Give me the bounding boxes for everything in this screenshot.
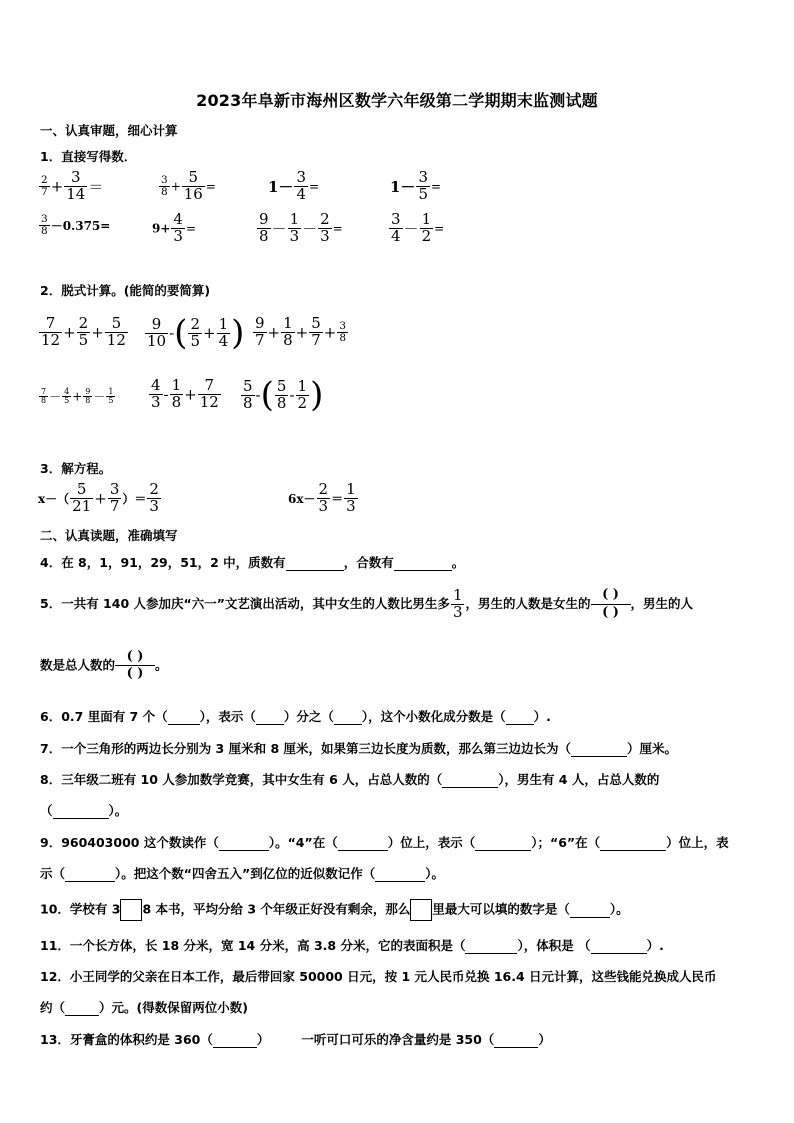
answer-blank[interactable] — [570, 902, 610, 918]
fraction: $\frac{3}{4}$ — [391, 210, 401, 245]
fraction: $\frac{9}{8}$ — [259, 210, 269, 245]
answer-blank[interactable] — [465, 938, 517, 954]
fraction: $\frac{3}{7}$ — [109, 480, 120, 515]
answer-blank[interactable] — [286, 555, 344, 571]
question-11: 11．一个长方体，长 18 分米，宽 14 分米，高 3.8 分米，它的表面积是（ ），体积是 （ ）. — [40, 938, 664, 953]
fraction: $\frac{1}{8}$ — [283, 314, 293, 349]
question-12-line-1: 12．小王同学的父亲在日本工作，最后带回家 50000 日元，按 1 元人民币兑换 16.4 日元计算，这些钱能兑换成人民币 — [40, 969, 717, 984]
answer-blank[interactable] — [506, 709, 534, 725]
fraction: $\frac{1}{2}$ — [297, 376, 308, 412]
fraction: $\frac{7}{12}$ — [41, 314, 61, 349]
question-5-line-1: 5．一共有 140 人参加庆“六一”文艺演出活动，其中女生的人数比男生多 $\frac{1}{3}$ ，男生的人数是女生的 ( ) ( ) ，男生的人 — [40, 586, 694, 621]
answer-blank[interactable] — [334, 709, 362, 725]
fraction: $\frac{1}{3}$ — [452, 586, 463, 621]
fraction: $\frac{2}{3}$ — [320, 210, 330, 245]
fraction: $\frac{2}{5}$ — [78, 314, 89, 349]
q1-row2-item-b: 9+ $\frac{4}{3}$ = — [152, 210, 197, 245]
question-7: 7．一个三角形的两边长分别为 3 厘米和 8 厘米，如果第三边长度为质数，那么第三边边长为（ ）厘米。 — [40, 741, 678, 756]
section-heading-2: 二、认真读题，准确填写 — [40, 528, 178, 543]
answer-blank[interactable] — [375, 866, 425, 882]
question-2-label: 2．脱式计算。(能简的要简算) — [40, 283, 211, 298]
section-heading-1: 一、认真审题，细心计算 — [40, 123, 178, 138]
fraction: $\frac{9}{8}$ — [85, 386, 91, 405]
q1-row1-item-c: 1－ $\frac{3}{4}$ = — [268, 168, 320, 203]
question-3-label: 3．解方程。 — [40, 461, 112, 476]
fraction: $\frac{4}{3}$ — [173, 210, 183, 245]
answer-blank[interactable] — [442, 772, 498, 788]
fraction: $\frac{4}{3}$ — [151, 376, 161, 411]
fraction: $\frac{2}{3}$ — [318, 480, 329, 515]
question-8-line-2: （ ）。 — [40, 803, 128, 818]
question-12-line-2: 约（ ）元。(得数保留两位小数) — [40, 1000, 248, 1015]
answer-blank[interactable] — [65, 866, 115, 882]
q2-row2-item-b: $\frac{4}{3}$ - $\frac{1}{8}$ + $\frac{7}{12}$ — [151, 376, 219, 411]
q1-row1-item-d: 1－ $\frac{3}{5}$ = — [390, 168, 442, 203]
fraction: $\frac{1}{3}$ — [289, 210, 300, 245]
page-title: 2023年阜新市海州区数学六年级第二学期期末监测试题 — [196, 91, 598, 110]
answer-blank[interactable] — [591, 938, 647, 954]
fraction: $\frac{1}{2}$ — [421, 210, 432, 245]
answer-blank[interactable] — [65, 1000, 99, 1016]
question-8-line-1: 8．三年级二班有 10 人参加数学竞赛，其中女生有 6 人，占总人数的（ ），男生有 4 人，占总人数的 — [40, 772, 660, 787]
digit-box[interactable] — [410, 899, 432, 921]
fraction: $\frac{9}{7}$ — [255, 314, 265, 349]
question-1-label: 1．直接写得数． — [40, 149, 137, 164]
answer-blank[interactable] — [219, 835, 269, 851]
answer-blank[interactable] — [256, 709, 284, 725]
fraction: $\frac{3}{8}$ — [161, 173, 168, 198]
answer-blank[interactable] — [213, 1032, 257, 1048]
fraction: $\frac{2}{3}$ — [149, 480, 159, 515]
q1-row2-item-d: $\frac{3}{4}$ － $\frac{1}{2}$ = — [391, 210, 445, 245]
fraction: $\frac{5}{21}$ — [72, 480, 92, 515]
question-13: 13．牙膏盒的体积约是 360（ ） 一听可口可乐的净含量约是 350（ ） — [40, 1032, 551, 1047]
fraction: $\frac{1}{4}$ — [218, 314, 229, 350]
fraction: $\frac{5}{7}$ — [311, 314, 321, 349]
fraction: $\frac{1}{8}$ — [171, 376, 182, 411]
fraction: $\frac{2}{5}$ — [190, 314, 200, 350]
question-9-line-1: 9．960403000 这个数读作（ ）。“4”在（ ）位上，表示（ ）；“6”在（ ）位上，表 — [40, 835, 729, 850]
answer-fraction-blank[interactable]: ( ) ( ) — [115, 650, 155, 682]
question-5-line-2: 数是总人数的 ( ) ( ) 。 — [40, 649, 168, 682]
q2-row2-item-c: $\frac{5}{8}$ -( $\frac{5}{8}$ - $\frac{1}{2}$ ) — [243, 375, 324, 415]
q2-row1-item-a: $\frac{7}{12}$ + $\frac{2}{5}$ + $\frac{5}{12}$ — [41, 314, 126, 349]
fraction: $\frac{5}{8}$ — [243, 376, 253, 412]
fraction: $\frac{7}{8}$ — [41, 386, 47, 405]
answer-blank[interactable] — [571, 741, 627, 757]
q3-equation-1: x－（ $\frac{5}{21}$ + $\frac{3}{7}$ ）＝ $\frac{2}{3}$ — [38, 480, 159, 515]
fraction: $\frac{2}{7}$ — [41, 173, 48, 198]
fraction: $\frac{1}{3}$ — [346, 480, 356, 515]
fraction: $\frac{4}{5}$ — [64, 386, 70, 405]
fraction: $\frac{5}{16}$ — [183, 168, 203, 203]
answer-fraction-blank[interactable]: ( ) ( ) — [591, 588, 631, 620]
answer-blank[interactable] — [168, 709, 200, 725]
question-10: 10．学校有 3 8 本书，平均分给 3 个年级正好没有剩余，那么 里最大可以填的数字是（ ）。 — [40, 899, 629, 921]
q3-equation-2: 6x－ $\frac{2}{3}$ ＝ $\frac{1}{3}$ — [288, 480, 356, 515]
q1-row1-item-b: $\frac{3}{8}$ + $\frac{5}{16}$ = — [161, 168, 216, 203]
q2-row1-item-b: $\frac{9}{10}$ -( $\frac{2}{5}$ + $\frac{1}{4}$ ) — [147, 313, 245, 353]
question-9-line-2: 示（ ）。把这个数“四舍五入”到亿位的近似数记作（ ）。 — [40, 866, 444, 881]
fraction: $\frac{3}{14}$ — [66, 168, 86, 203]
answer-blank[interactable] — [394, 555, 452, 571]
q1-row2-item-c: $\frac{9}{8}$ － $\frac{1}{3}$ － $\frac{2}{3}$ = — [259, 210, 343, 245]
answer-blank[interactable] — [494, 1032, 538, 1048]
q2-row2-item-a: $\frac{7}{8}$ － $\frac{4}{5}$ + $\frac{9}{8}$ － $\frac{1}{5}$ — [41, 386, 114, 405]
question-6: 6．0.7 里面有 7 个（ ），表示（ ）分之（ ），这个小数化成分数是（ ）. — [40, 709, 551, 724]
fraction: $\frac{1}{5}$ — [108, 386, 114, 405]
fraction: $\frac{3}{8}$ — [41, 213, 48, 238]
fraction: $\frac{3}{5}$ — [418, 168, 428, 203]
answer-blank[interactable] — [600, 835, 666, 851]
q1-row1-item-a: $\frac{2}{7}$ + $\frac{3}{14}$ ＝ — [41, 168, 104, 203]
question-4: 4．在 8，1，91，29，51，2 中，质数有 ，合数有 。 — [40, 555, 465, 570]
digit-box[interactable] — [120, 899, 142, 921]
fraction: $\frac{3}{4}$ — [296, 168, 306, 203]
fraction: $\frac{5}{12}$ — [106, 314, 126, 349]
q1-row2-item-a: $\frac{3}{8}$ －0.375= — [41, 213, 111, 238]
answer-blank[interactable] — [53, 803, 109, 819]
fraction: $\frac{9}{10}$ — [147, 314, 167, 350]
answer-blank[interactable] — [338, 835, 388, 851]
answer-blank[interactable] — [475, 835, 531, 851]
fraction: $\frac{7}{12}$ — [199, 376, 219, 411]
q2-row1-item-c: $\frac{9}{7}$ + $\frac{1}{8}$ + $\frac{5}{7}$ + $\frac{3}{8}$ — [255, 314, 347, 349]
fraction: $\frac{3}{8}$ — [339, 319, 347, 344]
fraction: $\frac{5}{8}$ — [276, 376, 287, 412]
